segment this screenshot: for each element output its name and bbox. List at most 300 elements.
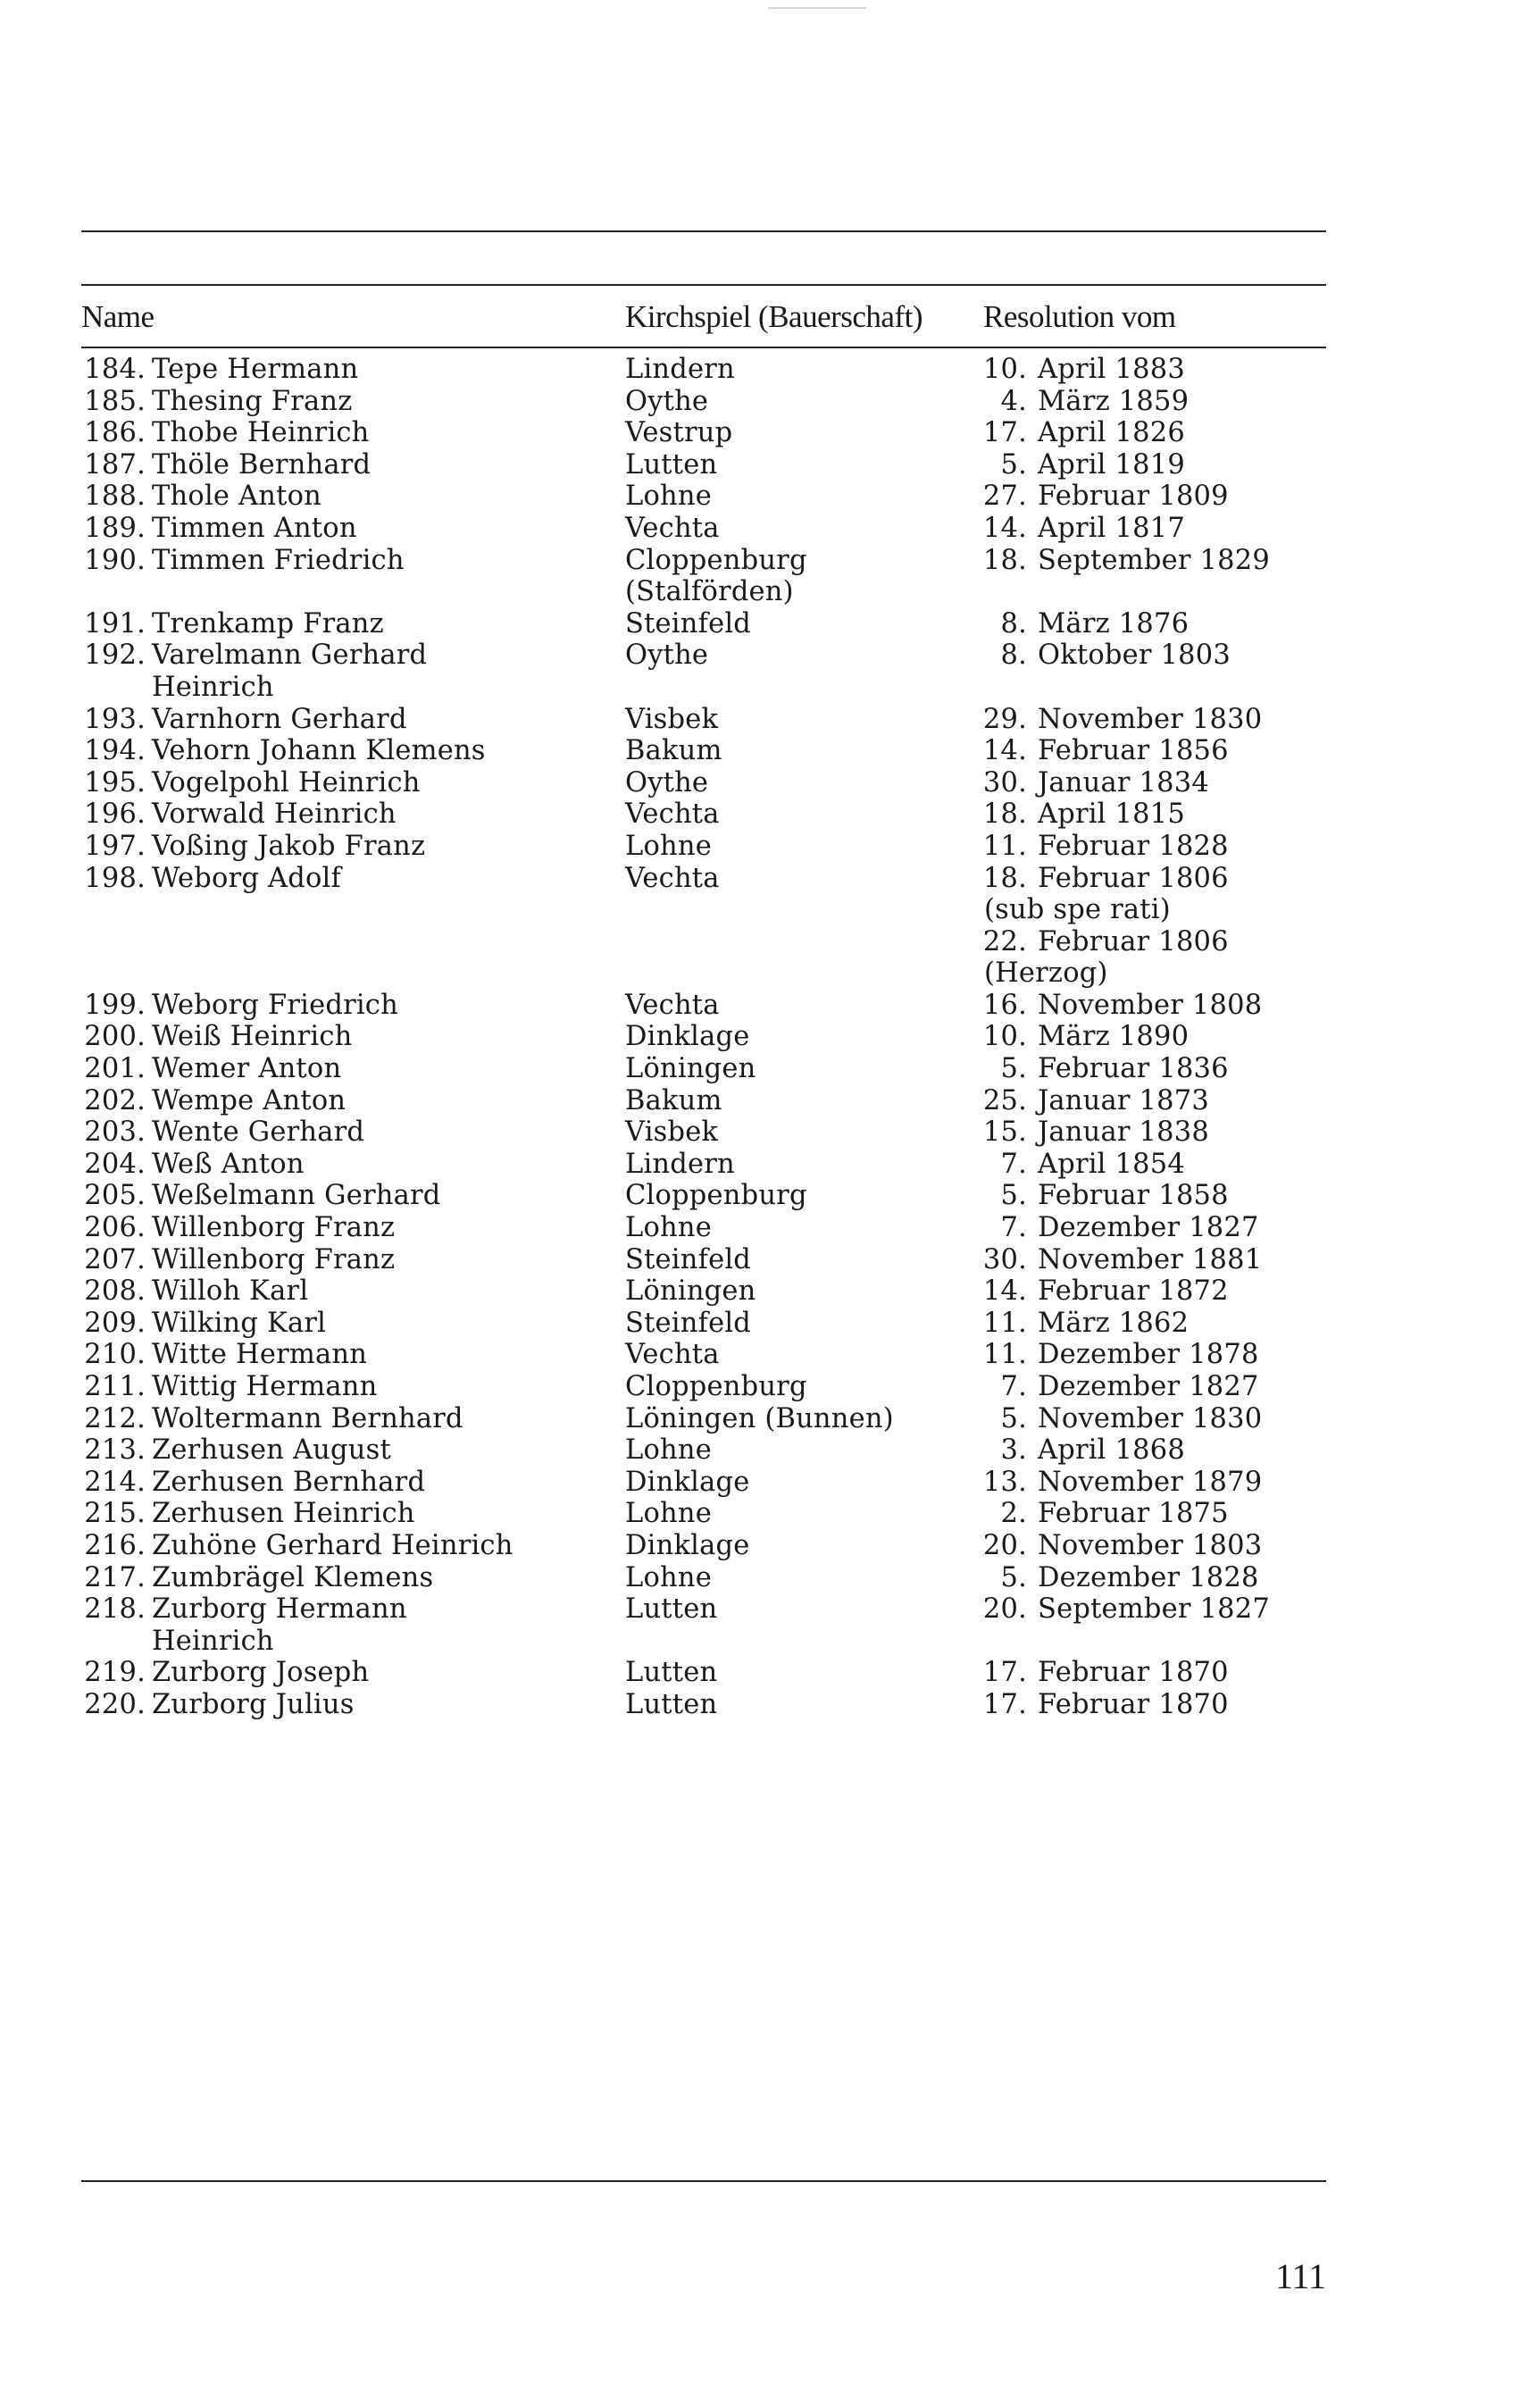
- entry-date-rest: [1038, 481, 1229, 513]
- entry-name: [152, 1593, 407, 1657]
- entry-name: [152, 1371, 377, 1403]
- entry-date-day-line: 20.: [982, 1593, 1027, 1626]
- entry-date-rest: [1038, 1403, 1262, 1435]
- entry-date-rest-line: April 1826: [1038, 417, 1185, 449]
- entry-parish: [625, 704, 718, 736]
- table-row: [0, 513, 1536, 545]
- entry-parish-line: Cloppenburg: [625, 1371, 807, 1403]
- entry-name: [152, 1021, 352, 1053]
- entry-date-day-line: 11.: [982, 1307, 1027, 1339]
- entry-date-day: [973, 1244, 1027, 1276]
- entry-date-day-line: 20.: [982, 1529, 1027, 1561]
- entry-parish-line: Vechta: [625, 1339, 720, 1371]
- entry-number: 204.: [84, 1148, 146, 1180]
- entry-date-rest: [1038, 1689, 1229, 1721]
- entry-parish: [625, 545, 807, 608]
- entry-date-rest: [1038, 704, 1262, 736]
- table-row: [0, 1498, 1536, 1530]
- entry-date-day: [973, 1530, 1027, 1562]
- entry-name: [152, 767, 421, 799]
- table-row: [0, 1339, 1536, 1371]
- entry-number: 212.: [84, 1402, 146, 1434]
- entry-parish: [625, 449, 717, 481]
- entry-date-rest-line: April 1819: [1038, 448, 1185, 481]
- entry-name: [152, 1053, 341, 1085]
- entry-date-day-line: 14.: [982, 512, 1027, 544]
- entry-parish: [625, 767, 708, 799]
- entry-date-rest-line: September 1827: [1038, 1593, 1270, 1626]
- entry-date-rest-line: Februar 1806: [1038, 862, 1229, 894]
- entry-name-line: Heinrich: [152, 671, 274, 703]
- table-row: [0, 1689, 1536, 1721]
- entry-date-rest: [1038, 767, 1209, 799]
- entry-date-rest: [1038, 1562, 1259, 1594]
- entry-date-day-line: 8.: [1000, 640, 1027, 672]
- entry-date-rest-line: April 1817: [1038, 512, 1185, 544]
- entry-parish-line: Vechta: [625, 512, 720, 544]
- entry-date-rest: [1038, 608, 1189, 640]
- entry-parish: [625, 1689, 717, 1721]
- entry-date-rest: [1038, 1593, 1270, 1626]
- table-row: [0, 1403, 1536, 1435]
- entry-parish-line: Lohne: [625, 830, 712, 862]
- entry-parish: [625, 608, 751, 640]
- entry-parish-line: Cloppenburg: [625, 544, 807, 576]
- entry-parish-line: Steinfeld: [625, 1243, 752, 1275]
- entry-date-rest-line: März 1890: [1038, 1021, 1190, 1053]
- entry-name-line: Zuhöne Gerhard Heinrich: [152, 1529, 513, 1561]
- entry-name: [152, 1657, 369, 1689]
- entry-date-rest: [1038, 1116, 1209, 1149]
- entry-date-rest: [1038, 1371, 1259, 1403]
- entry-parish: [625, 1149, 735, 1181]
- entry-date-day: [973, 990, 1027, 1022]
- entry-name: [152, 1403, 463, 1435]
- entry-date-day: [973, 831, 1027, 863]
- entry-parish: [625, 1085, 722, 1117]
- entry-number: 201.: [84, 1053, 146, 1085]
- entry-date-rest: [1038, 1657, 1229, 1689]
- entry-date-rest-line: Februar 1836: [1038, 1053, 1229, 1085]
- entry-parish: [625, 1371, 807, 1403]
- entry-parish-line: Dinklage: [625, 1021, 750, 1053]
- entry-date-rest: [1038, 417, 1185, 449]
- entry-date-day-line: 14.: [982, 1275, 1027, 1308]
- entry-parish-line: Lohne: [625, 1498, 712, 1530]
- entry-number: 202.: [84, 1084, 146, 1116]
- entry-date-rest: [1038, 1275, 1229, 1308]
- table-row: [0, 386, 1536, 418]
- table-row: [0, 798, 1536, 831]
- entry-date-day: [973, 417, 1027, 449]
- entry-date-day: [973, 1562, 1027, 1594]
- entry-name: [152, 704, 407, 736]
- entry-date-day-line: 30.: [982, 766, 1027, 798]
- entry-name-line: Tepe Hermann: [152, 354, 359, 385]
- entry-name-line: Varelmann Gerhard: [152, 640, 428, 672]
- entry-parish: [625, 354, 735, 386]
- table-row: [0, 990, 1536, 1022]
- entry-date-rest-line: Januar 1873: [1038, 1084, 1209, 1116]
- table-row: [0, 1657, 1536, 1689]
- table-row: [0, 735, 1536, 767]
- entry-number: 197.: [84, 830, 146, 862]
- entry-parish-line: Lutten: [625, 448, 718, 481]
- entry-parish: [625, 1212, 712, 1244]
- entry-date-day: [973, 640, 1027, 672]
- entry-number: 220.: [84, 1688, 146, 1720]
- entry-name-line: Wemer Anton: [152, 1053, 342, 1085]
- entry-name: [152, 354, 358, 386]
- entry-date-day: [973, 1212, 1027, 1244]
- entry-date-day: [973, 513, 1027, 545]
- entry-name: [152, 1530, 513, 1562]
- entry-date-day: [973, 1053, 1027, 1085]
- entry-parish-line: Lohne: [625, 1561, 712, 1593]
- entry-date-rest-line: November 1879: [1038, 1466, 1263, 1498]
- entry-parish-line: Lindern: [625, 1148, 735, 1180]
- entry-date-rest-line: Januar 1834: [1038, 766, 1209, 798]
- entry-name-line: Zurborg Joseph: [152, 1657, 370, 1689]
- entry-number: 213.: [84, 1434, 146, 1467]
- entry-parish-line: Dinklage: [625, 1529, 750, 1561]
- entry-name-line: Willenborg Franz: [152, 1243, 396, 1275]
- entry-parish-line: Vestrup: [625, 417, 733, 449]
- bottom-rule: [81, 2180, 1326, 2182]
- entry-name-line: Vehorn Johann Klemens: [152, 735, 486, 767]
- entry-parish-line: Löningen: [625, 1275, 756, 1308]
- header-resolution: Resolution vom: [983, 299, 1176, 334]
- entry-parish-line: Lindern: [625, 354, 735, 385]
- entry-date-day-line: 14.: [982, 735, 1027, 767]
- entry-parish: [625, 990, 720, 1022]
- entry-date-rest: [1038, 798, 1185, 831]
- entry-date-rest: [1038, 1085, 1209, 1117]
- entry-date-day-line: 5.: [1000, 1561, 1027, 1593]
- entry-date-day: [973, 354, 1027, 386]
- entry-date-rest: [1038, 990, 1262, 1022]
- entry-name: [152, 640, 427, 703]
- entry-date-rest: [1038, 545, 1270, 577]
- entry-parish: [625, 831, 712, 863]
- entry-number: 210.: [84, 1339, 146, 1371]
- entry-number: 217.: [84, 1561, 146, 1593]
- entry-date-rest-line: November 1830: [1038, 1402, 1263, 1434]
- entry-name: [152, 1116, 364, 1149]
- entry-name: [152, 1180, 441, 1212]
- entry-name: [152, 1339, 367, 1371]
- entry-name-line: Weborg Friedrich: [152, 989, 398, 1021]
- entry-name: [152, 608, 384, 640]
- table-header: [0, 290, 1536, 344]
- entry-date-day: [973, 1339, 1027, 1371]
- entry-name-line: Heinrich: [152, 1625, 274, 1657]
- entry-number: 191.: [84, 607, 146, 640]
- entry-number: 184.: [84, 354, 146, 385]
- table-row: [0, 1021, 1536, 1053]
- entry-name-line: Timmen Friedrich: [152, 544, 405, 576]
- entry-date-rest-line: Dezember 1828: [1038, 1561, 1259, 1593]
- entry-name: [152, 863, 341, 895]
- table-row: [0, 704, 1536, 736]
- entry-date-day-line: 5.: [1000, 1402, 1027, 1434]
- entry-name: [152, 990, 398, 1022]
- entry-date-day: [973, 481, 1027, 513]
- entry-date-rest-line: Februar 1872: [1038, 1275, 1229, 1308]
- entry-date-day-line: 10.: [982, 354, 1027, 385]
- entry-date-day-line: 5.: [1000, 448, 1027, 481]
- entry-parish: [625, 1180, 807, 1212]
- entry-date-rest: [1038, 1434, 1185, 1467]
- entry-date-day-line: 4.: [1000, 385, 1027, 417]
- entry-date-rest-line: Februar 1870: [1038, 1657, 1229, 1689]
- entry-name-line: Weß Anton: [152, 1148, 305, 1180]
- table-row: [0, 1212, 1536, 1244]
- entry-date-rest: [1038, 1530, 1262, 1562]
- entry-date-day: [973, 1021, 1027, 1053]
- entry-date-day: [973, 449, 1027, 481]
- entry-date-day: [973, 1689, 1027, 1721]
- entry-parish: [625, 386, 708, 418]
- entry-date-day: [973, 545, 1027, 577]
- entry-parish-line: Lohne: [625, 1434, 712, 1467]
- entry-parish: [625, 640, 708, 672]
- entry-number: 211.: [84, 1371, 146, 1403]
- entry-name-line: Wente Gerhard: [152, 1116, 365, 1149]
- table-row: [0, 1053, 1536, 1085]
- entry-parish-line: Lohne: [625, 1212, 712, 1244]
- entry-name: [152, 1467, 425, 1499]
- entry-number: 199.: [84, 989, 146, 1021]
- entry-parish-line: Oythe: [625, 640, 709, 672]
- entry-date-rest: [1038, 449, 1185, 481]
- entry-name: [152, 831, 425, 863]
- entry-date-rest-line: November 1808: [1038, 989, 1263, 1021]
- entry-date-day: [973, 386, 1027, 418]
- entry-name-line: Zerhusen Heinrich: [152, 1498, 415, 1530]
- page-number: 111: [1275, 2256, 1327, 2296]
- entry-date-day: [973, 1467, 1027, 1499]
- entry-number: 218.: [84, 1593, 146, 1626]
- entry-name-line: Weborg Adolf: [152, 862, 341, 894]
- entry-date-day-line: 16.: [982, 989, 1027, 1021]
- scan-artifact-line: [768, 7, 866, 9]
- entry-date-rest-line: Februar 1806: [1038, 925, 1229, 957]
- entry-number: 198.: [84, 862, 146, 894]
- entry-parish: [625, 1657, 717, 1689]
- entry-name: [152, 735, 486, 767]
- entry-date-rest: [1038, 1021, 1189, 1053]
- entry-name: [152, 1308, 326, 1340]
- entry-date-rest-line: Februar 1875: [1038, 1498, 1229, 1530]
- entry-date-day-line: 10.: [982, 1021, 1027, 1053]
- entry-date-rest-line: November 1803: [1038, 1529, 1263, 1561]
- entry-parish-line: Steinfeld: [625, 607, 752, 640]
- entry-parish-line: Vechta: [625, 862, 720, 894]
- entry-date-day: [973, 735, 1027, 767]
- entry-date-rest: [1038, 513, 1185, 545]
- entry-date-day-line: 11.: [982, 1339, 1027, 1371]
- entry-name-line: Timmen Anton: [152, 512, 357, 544]
- entry-name-line: Thobe Heinrich: [152, 417, 370, 449]
- entry-name-line: Thole Anton: [152, 481, 321, 513]
- entry-number: 194.: [84, 735, 146, 767]
- entry-date-rest-line: Dezember 1827: [1038, 1371, 1259, 1403]
- entry-parish: [625, 1434, 712, 1467]
- entry-number: 200.: [84, 1021, 146, 1053]
- entry-date-rest-line: November 1881: [1038, 1243, 1263, 1275]
- entry-date-rest: [1038, 1244, 1262, 1276]
- entry-parish: [625, 798, 720, 831]
- entry-date-rest: [1038, 831, 1229, 863]
- entry-name-line: Voßing Jakob Franz: [152, 830, 426, 862]
- register-table: [0, 354, 1536, 1721]
- entry-date-rest-line: September 1829: [1038, 544, 1270, 576]
- entry-name: [152, 481, 321, 513]
- entry-name: [152, 417, 370, 449]
- entry-parish: [625, 1244, 751, 1276]
- entry-date-day: [973, 1116, 1027, 1149]
- entry-number: 187.: [84, 448, 146, 481]
- entry-number: 208.: [84, 1275, 146, 1308]
- entry-date-day: [973, 1180, 1027, 1212]
- entry-date-day-line: 27.: [982, 481, 1027, 513]
- entry-date-day-line: 17.: [982, 1657, 1027, 1689]
- entry-date-day-line: 8.: [1000, 607, 1027, 640]
- table-row: [0, 863, 1536, 990]
- entry-date-day: [973, 1308, 1027, 1340]
- table-top-rule: [81, 284, 1326, 286]
- table-row: [0, 1116, 1536, 1149]
- entry-date-rest-line: April 1854: [1038, 1148, 1185, 1180]
- entry-parish: [625, 513, 720, 545]
- entry-date-rest-line: (Herzog): [984, 957, 1108, 990]
- entry-date-rest: [1038, 386, 1189, 418]
- table-row: [0, 1434, 1536, 1467]
- entry-parish-line: Löningen (Bunnen): [625, 1402, 894, 1434]
- entry-number: 219.: [84, 1657, 146, 1689]
- entry-name: [152, 1244, 395, 1276]
- entry-date-rest-line: April 1868: [1038, 1434, 1185, 1467]
- entry-name: [152, 449, 371, 481]
- entry-date-rest-line: März 1876: [1038, 607, 1190, 640]
- table-row: [0, 1180, 1536, 1212]
- entry-number: 195.: [84, 766, 146, 798]
- entry-name-line: Witte Hermann: [152, 1339, 368, 1371]
- entry-name: [152, 513, 357, 545]
- table-row: [0, 1149, 1536, 1181]
- entry-parish-line: Bakum: [625, 735, 722, 767]
- entry-parish-line: Visbek: [625, 703, 719, 735]
- entry-parish-line: Cloppenburg: [625, 1180, 807, 1212]
- entry-parish-line: Oythe: [625, 385, 709, 417]
- table-row: [0, 449, 1536, 481]
- entry-name-line: Willoh Karl: [152, 1275, 309, 1308]
- entry-date-rest-line: März 1862: [1038, 1307, 1190, 1339]
- entry-name-line: Vogelpohl Heinrich: [152, 766, 421, 798]
- entry-date-rest-line: Januar 1838: [1038, 1116, 1209, 1149]
- entry-parish-line: Lutten: [625, 1593, 718, 1626]
- table-row: [0, 767, 1536, 799]
- entry-parish-line: Lohne: [625, 481, 712, 513]
- table-row: [0, 831, 1536, 863]
- entry-date-rest-line: April 1883: [1038, 354, 1185, 385]
- entry-date-day: [973, 1498, 1027, 1530]
- entry-parish-line: Dinklage: [625, 1466, 750, 1498]
- entry-name-line: Zerhusen Bernhard: [152, 1466, 426, 1498]
- entry-name: [152, 1434, 391, 1467]
- table-row: [0, 1467, 1536, 1499]
- entry-date-day: [973, 1403, 1027, 1435]
- entry-date-day-line: 11.: [982, 830, 1027, 862]
- table-row: [0, 1308, 1536, 1340]
- entry-date-day: [973, 608, 1027, 640]
- entry-number: 215.: [84, 1498, 146, 1530]
- entry-date-day: [973, 1275, 1027, 1308]
- entry-name: [152, 545, 405, 577]
- entry-name-line: Weiß Heinrich: [152, 1021, 353, 1053]
- entry-date-rest-line: Oktober 1803: [1038, 640, 1231, 672]
- entry-name: [152, 1149, 305, 1181]
- entry-date-rest-line: März 1859: [1038, 385, 1190, 417]
- entry-date-day-line: 7.: [1000, 1371, 1027, 1403]
- entry-date-rest-line: Dezember 1878: [1038, 1339, 1259, 1371]
- entry-name-line: Thesing Franz: [152, 385, 353, 417]
- entry-number: 193.: [84, 703, 146, 735]
- entry-parish: [625, 863, 720, 895]
- entry-parish-line: Bakum: [625, 1084, 722, 1116]
- entry-parish-line: Vechta: [625, 798, 720, 831]
- entry-parish: [625, 481, 712, 513]
- entry-date-rest: [1038, 1212, 1259, 1244]
- entry-date-day-line: 5.: [1000, 1180, 1027, 1212]
- entry-date-day-line: 18.: [982, 862, 1027, 894]
- entry-parish-line: Löningen: [625, 1053, 756, 1085]
- entry-parish: [625, 1403, 894, 1435]
- entry-name-line: Zumbrägel Klemens: [152, 1561, 434, 1593]
- entry-date-rest-line: Februar 1870: [1038, 1688, 1229, 1720]
- entry-date-day-line: 17.: [982, 1688, 1027, 1720]
- entry-date-rest-line: April 1815: [1038, 798, 1185, 831]
- entry-date-rest-line: Februar 1809: [1038, 481, 1229, 513]
- entry-date-rest-line: (sub spe rati): [984, 894, 1171, 926]
- entry-name: [152, 1689, 355, 1721]
- entry-parish: [625, 1021, 749, 1053]
- entry-date-rest: [1038, 1498, 1229, 1530]
- entry-date-rest-line: Dezember 1827: [1038, 1212, 1259, 1244]
- entry-name-line: Zurborg Hermann: [152, 1593, 407, 1626]
- entry-date-rest: [1038, 1467, 1262, 1499]
- entry-date-rest: [1038, 1339, 1259, 1371]
- entry-parish: [625, 735, 722, 767]
- entry-parish-line: Vechta: [625, 989, 720, 1021]
- entry-date-day-line: 18.: [982, 544, 1027, 576]
- entry-date-rest: [1038, 640, 1231, 672]
- entry-name-line: Zerhusen August: [152, 1434, 391, 1467]
- entry-date-rest: [1038, 1308, 1189, 1340]
- table-row: [0, 1530, 1536, 1562]
- entry-name-line: Vorwald Heinrich: [152, 798, 397, 831]
- entry-parish-line: Steinfeld: [625, 1307, 752, 1339]
- entry-date-rest: [1038, 1149, 1185, 1181]
- entry-parish: [625, 1339, 720, 1371]
- table-row: [0, 1085, 1536, 1117]
- entry-parish: [625, 1116, 718, 1149]
- entry-parish-line: Oythe: [625, 766, 709, 798]
- entry-parish-line: Lutten: [625, 1657, 718, 1689]
- entry-date-day: [973, 798, 1027, 831]
- entry-parish: [625, 1467, 749, 1499]
